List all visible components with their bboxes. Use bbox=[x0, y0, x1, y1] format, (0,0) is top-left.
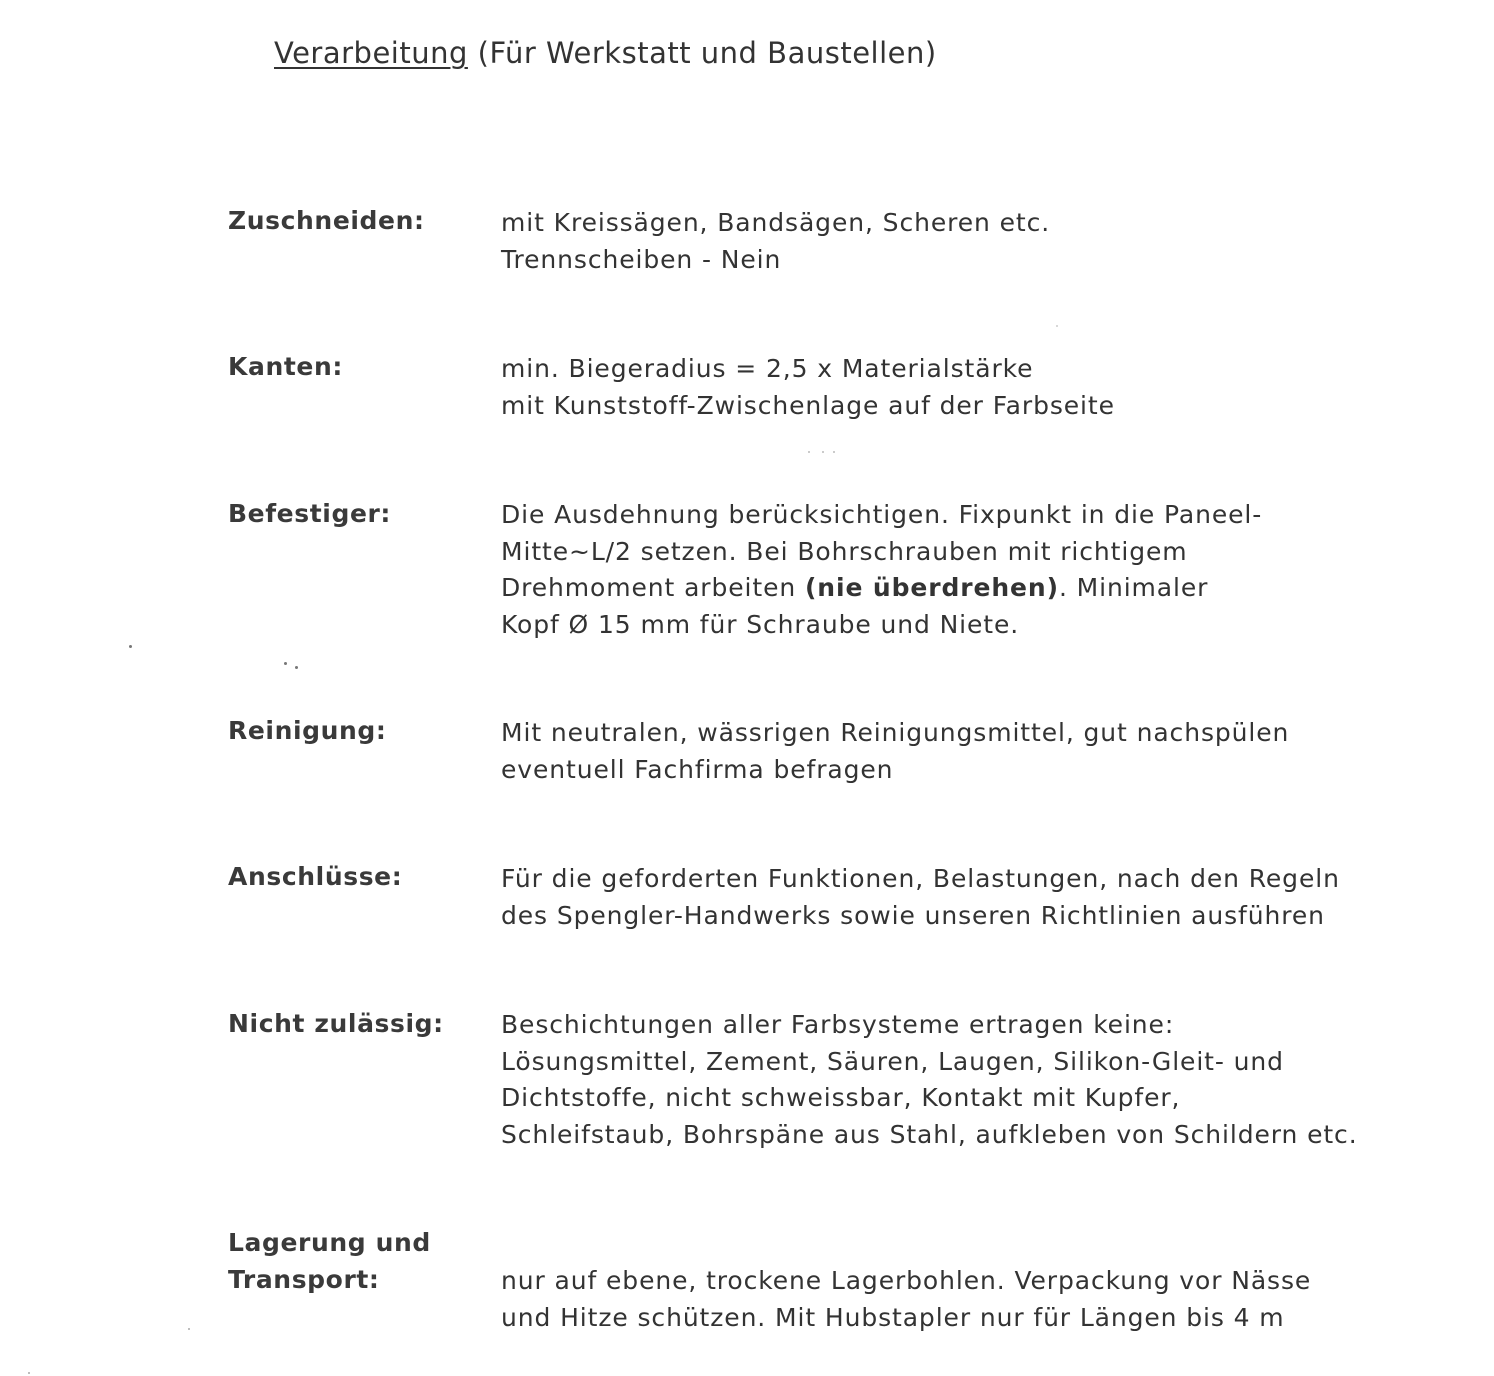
page-title-main: Verarbeitung bbox=[274, 36, 468, 70]
text-line: mit Kunststoff-Zwischenlage auf der Farbseite bbox=[501, 390, 1115, 420]
text-line: Die Ausdehnung berücksichtigen. Fixpunkt in die Paneel- bbox=[501, 500, 1263, 529]
text-line: nur auf ebene, trockene Lagerbohlen. Verpackung vor Nässe bbox=[501, 1266, 1312, 1295]
scan-speck bbox=[295, 666, 298, 669]
text-line: Lösungsmittel, Zement, Säuren, Laugen, Silikon-Gleit- und bbox=[501, 1046, 1284, 1076]
section-label: Nicht zulässig: bbox=[228, 1009, 444, 1038]
scan-speck bbox=[808, 451, 810, 453]
section-text bbox=[501, 205, 1050, 278]
section-text bbox=[501, 1007, 1358, 1153]
scan-speck bbox=[129, 645, 132, 648]
section-label: Zuschneiden: bbox=[228, 206, 425, 235]
scan-speck bbox=[1056, 325, 1058, 327]
label-line: Transport: bbox=[228, 1265, 380, 1294]
section-text bbox=[501, 497, 1262, 643]
section-text bbox=[501, 715, 1289, 788]
text-line: Für die geforderten Funktionen, Belastungen, nach den Regeln bbox=[501, 864, 1340, 893]
emphasis-text: (nie überdrehen) bbox=[804, 573, 1059, 602]
label-line: Lagerung und bbox=[228, 1228, 431, 1257]
text-line: Beschichtungen aller Farbsysteme ertragen keine: bbox=[501, 1010, 1175, 1039]
section-label: Befestiger: bbox=[228, 499, 392, 528]
text-line: mit Kreissägen, Bandsägen, Scheren etc. bbox=[501, 208, 1051, 237]
scan-speck bbox=[284, 662, 287, 665]
text-line: und Hitze schützen. Mit Hubstapler nur für Längen bis 4 m bbox=[501, 1302, 1285, 1332]
section-label: Anschlüsse: bbox=[228, 862, 403, 891]
text-line: Mitte~L/2 setzen. Bei Bohrschrauben mit richtigem bbox=[501, 536, 1188, 566]
text-line: eventuell Fachfirma befragen bbox=[501, 754, 894, 784]
scan-speck bbox=[833, 451, 835, 453]
section-text bbox=[501, 1263, 1311, 1336]
section-label: Kanten: bbox=[228, 352, 343, 381]
text-line: Schleifstaub, Bohrspäne aus Stahl, aufkleben von Schildern etc. bbox=[501, 1119, 1358, 1149]
text-segment: . Minimaler bbox=[1058, 573, 1209, 602]
text-line: des Spengler-Handwerks sowie unseren Richtlinien ausführen bbox=[501, 900, 1325, 930]
text-line: Dichtstoffe, nicht schweissbar, Kontakt mit Kupfer, bbox=[501, 1083, 1181, 1112]
section-text bbox=[501, 351, 1115, 424]
text-line: Kopf Ø 15 mm für Schraube und Niete. bbox=[501, 609, 1020, 639]
page-title-suffix: (Für Werkstatt und Baustellen) bbox=[477, 36, 937, 70]
text-segment: Drehmoment arbeiten bbox=[501, 573, 805, 602]
section-text bbox=[501, 861, 1340, 934]
scan-speck bbox=[188, 1328, 190, 1330]
scan-speck bbox=[28, 1372, 30, 1374]
text-line: Mit neutralen, wässrigen Reinigungsmittel, gut nachspülen bbox=[501, 718, 1290, 747]
scan-speck bbox=[822, 451, 824, 453]
text-line: min. Biegeradius = 2,5 x Materialstärke bbox=[501, 354, 1034, 383]
section-label bbox=[228, 1224, 431, 1298]
page-title bbox=[274, 36, 937, 70]
section-label: Reinigung: bbox=[228, 716, 387, 745]
text-line: Trennscheiben - Nein bbox=[501, 244, 782, 274]
text-line bbox=[501, 570, 1262, 607]
